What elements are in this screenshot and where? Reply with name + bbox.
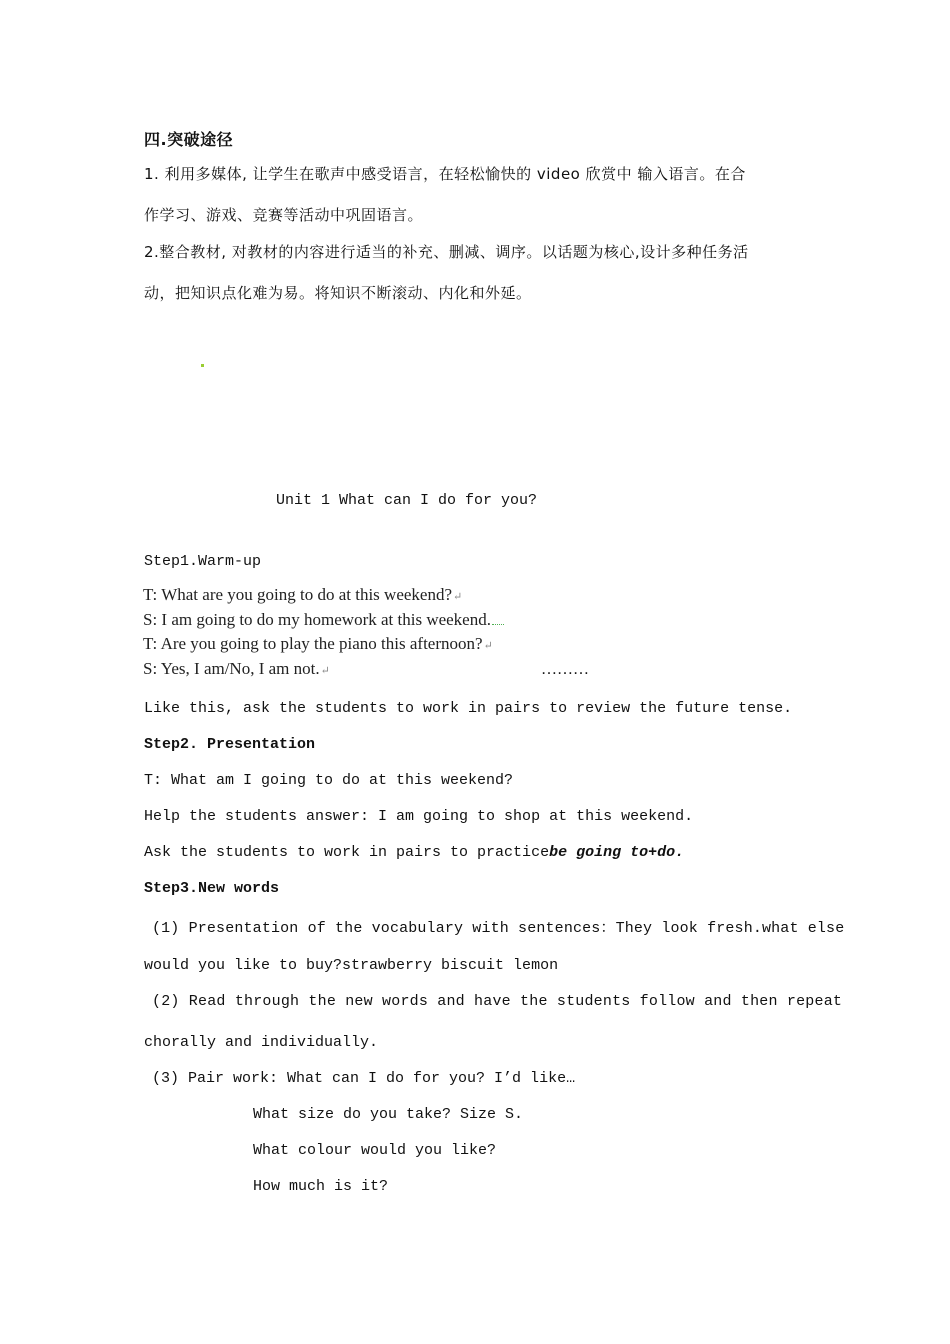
step2-line3: Ask the students to work in pairs to practicebe going to+do. bbox=[144, 844, 685, 861]
dialogue-ellipsis: ……… bbox=[541, 661, 589, 678]
unit-title: Unit 1 What can I do for you? bbox=[276, 492, 538, 509]
dialogue-line-2: S: I am going to do my homework at this weekend. bbox=[143, 610, 504, 630]
step3-p1-line2: would you like to buy?strawberry biscuit lemon bbox=[144, 957, 559, 974]
spellcheck-squiggle-icon bbox=[492, 620, 504, 625]
item2-line2: 动，把知识点化难为易。将知识不断滚动、内化和外延。 bbox=[144, 284, 532, 302]
step2-line2: Help the students answer: I am going to shop at this weekend. bbox=[144, 808, 694, 825]
step2-line1: T: What am I going to do at this weekend? bbox=[144, 772, 514, 789]
dialogue-line-3: T: Are you going to play the piano this afternoon?↵ bbox=[143, 634, 493, 653]
paragraph-mark-icon: ↵ bbox=[453, 591, 463, 603]
step2-heading: Step2. Presentation bbox=[144, 736, 316, 753]
paragraph-mark-icon: ↵ bbox=[483, 640, 493, 652]
step1-note: Like this, ask the students to work in pairs to review the future tense. bbox=[144, 700, 793, 717]
item1-line1: 1. 利用多媒体, 让学生在歌声中感受语言，在轻松愉快的 video 欣赏中 输入语言。在合 bbox=[144, 165, 746, 183]
step3-heading: Step3.New words bbox=[144, 880, 280, 897]
dialogue-line-1: T: What are you going to do at this weekend?↵ bbox=[143, 585, 463, 604]
stray-mark bbox=[201, 364, 204, 367]
step3-p3-line1: (3) Pair work: What can I do for you? I’d like… bbox=[152, 1070, 576, 1087]
item2-line1: 2.整合教材, 对教材的内容进行适当的补充、删减、调序。以话题为核心,设计多种任务活 bbox=[144, 243, 749, 261]
step3-p3-sub-2: What colour would you like? bbox=[253, 1142, 497, 1159]
step3-p1-line1: (1) Presentation of the vocabulary with sentences：They look fresh.what else bbox=[152, 920, 845, 937]
dialogue-line-4: S: Yes, I am/No, I am not.↵ bbox=[143, 659, 330, 678]
section-heading: 四.突破途径 bbox=[144, 130, 234, 149]
emphasized-structure: be going to+do. bbox=[549, 844, 685, 861]
step3-p3-sub-1: What size do you take? Size S. bbox=[253, 1106, 524, 1123]
step3-p3-sub-3: How much is it? bbox=[253, 1178, 389, 1195]
step3-p2-line2: chorally and individually. bbox=[144, 1034, 379, 1051]
item1-line2: 作学习、游戏、竞赛等活动中巩固语言。 bbox=[144, 206, 424, 224]
step3-p2-line1: (2) Read through the new words and have the students follow and then repeat bbox=[152, 993, 843, 1010]
step1-heading: Step1.Warm-up bbox=[144, 553, 262, 570]
paragraph-mark-icon: ↵ bbox=[320, 665, 330, 677]
